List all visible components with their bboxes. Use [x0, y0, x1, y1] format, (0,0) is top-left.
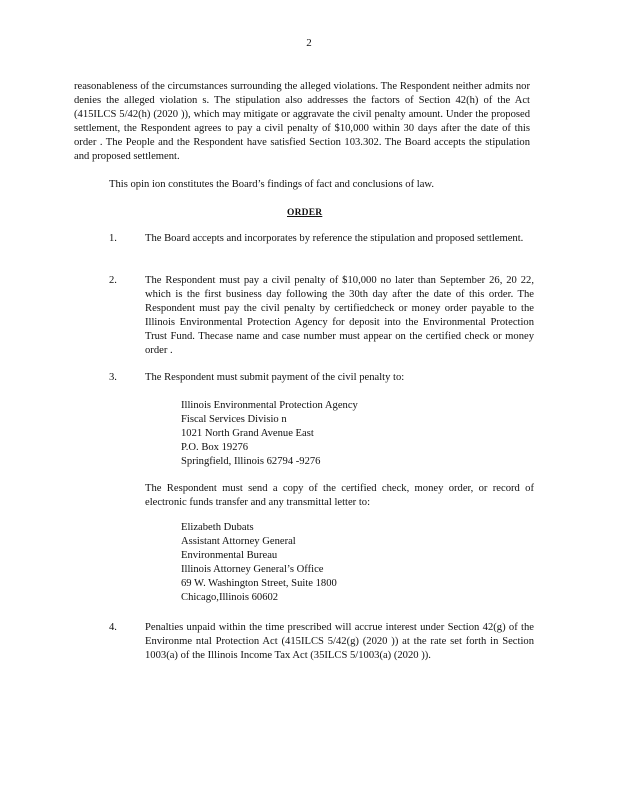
address-line: P.O. Box 19276: [181, 442, 249, 453]
address-line: 69 W. Washington Street, Suite 1800: [181, 578, 337, 589]
address-line: Illinois Environmental Protection Agency: [181, 400, 358, 411]
address-line: Environmental Bureau: [181, 550, 278, 561]
item-number: 3.: [109, 372, 117, 383]
address-line: Illinois Attorney General’s Office: [181, 564, 324, 575]
order-heading: ORDER: [287, 208, 323, 218]
address-line: Elizabeth Dubats: [181, 522, 254, 533]
payment-address: [181, 399, 481, 469]
item-text: The Respondent must pay a civil penalty of $10,000 no later than September 26, 20 22, which is the first business day following the 30th day after the date of this order. The Respondent must pay the civil penalty by certifiedcheck or money order payable to the Illinois Environmental Protection Agency for deposit into the Environmental Protection Trust Fund. Thecase name and case number must appear on the certified check or money order .: [145, 275, 534, 356]
address-line: Fiscal Services Divisio n: [181, 414, 287, 425]
address-line: Springfield, Illinois 62794 -9276: [181, 456, 321, 467]
paragraph-findings: This opin ion constitutes the Board’s findings of fact and conclusions of law.: [109, 179, 435, 190]
item-text: Penalties unpaid within the time prescribed will accrue interest under Section 42(g) of the Environme ntal Protection Act (415ILCS 5/42(g) (2020 )) at the rate set forth in Section 1003(a) of the Illinois Income Tax Act (35ILCS 5/1003(a) (2020 )).: [145, 622, 534, 661]
item-text: The Respondent must submit payment of the civil penalty to:: [145, 372, 405, 383]
item-number: 1.: [109, 233, 117, 244]
item-number: 4.: [109, 622, 117, 633]
attorney-address: [181, 521, 481, 605]
address-line: Chicago,Illinois 60602: [181, 592, 279, 603]
item-number: 2.: [109, 275, 117, 286]
item-text: The Board accepts and incorporates by reference the stipulation and proposed settlement.: [145, 233, 524, 244]
item-subtext: The Respondent must send a copy of the certified check, money order, or record of electronic funds transfer and any transmittal letter to:: [145, 483, 534, 508]
address-line: 1021 North Grand Avenue East: [181, 428, 314, 439]
page-number: 2: [306, 37, 312, 49]
paragraph-reasonableness: reasonableness of the circumstances surrounding the alleged violations. The Respondent neither admits nor denies the alleged violation s. The stipulation also addresses the factors of Section 42(h) of the Act (415ILCS 5/42(h) (2020 )), which may mitigate or aggravate the civil penalty amount. Under the proposed settlement, the Respondent agrees to pay a civil penalty of $10,000 within 30 days after the date of this order . The People and the Respondent have satisfied Section 103.302. The Board accepts the stipulation and proposed settlement.: [74, 81, 530, 162]
address-line: Assistant Attorney General: [181, 536, 296, 547]
